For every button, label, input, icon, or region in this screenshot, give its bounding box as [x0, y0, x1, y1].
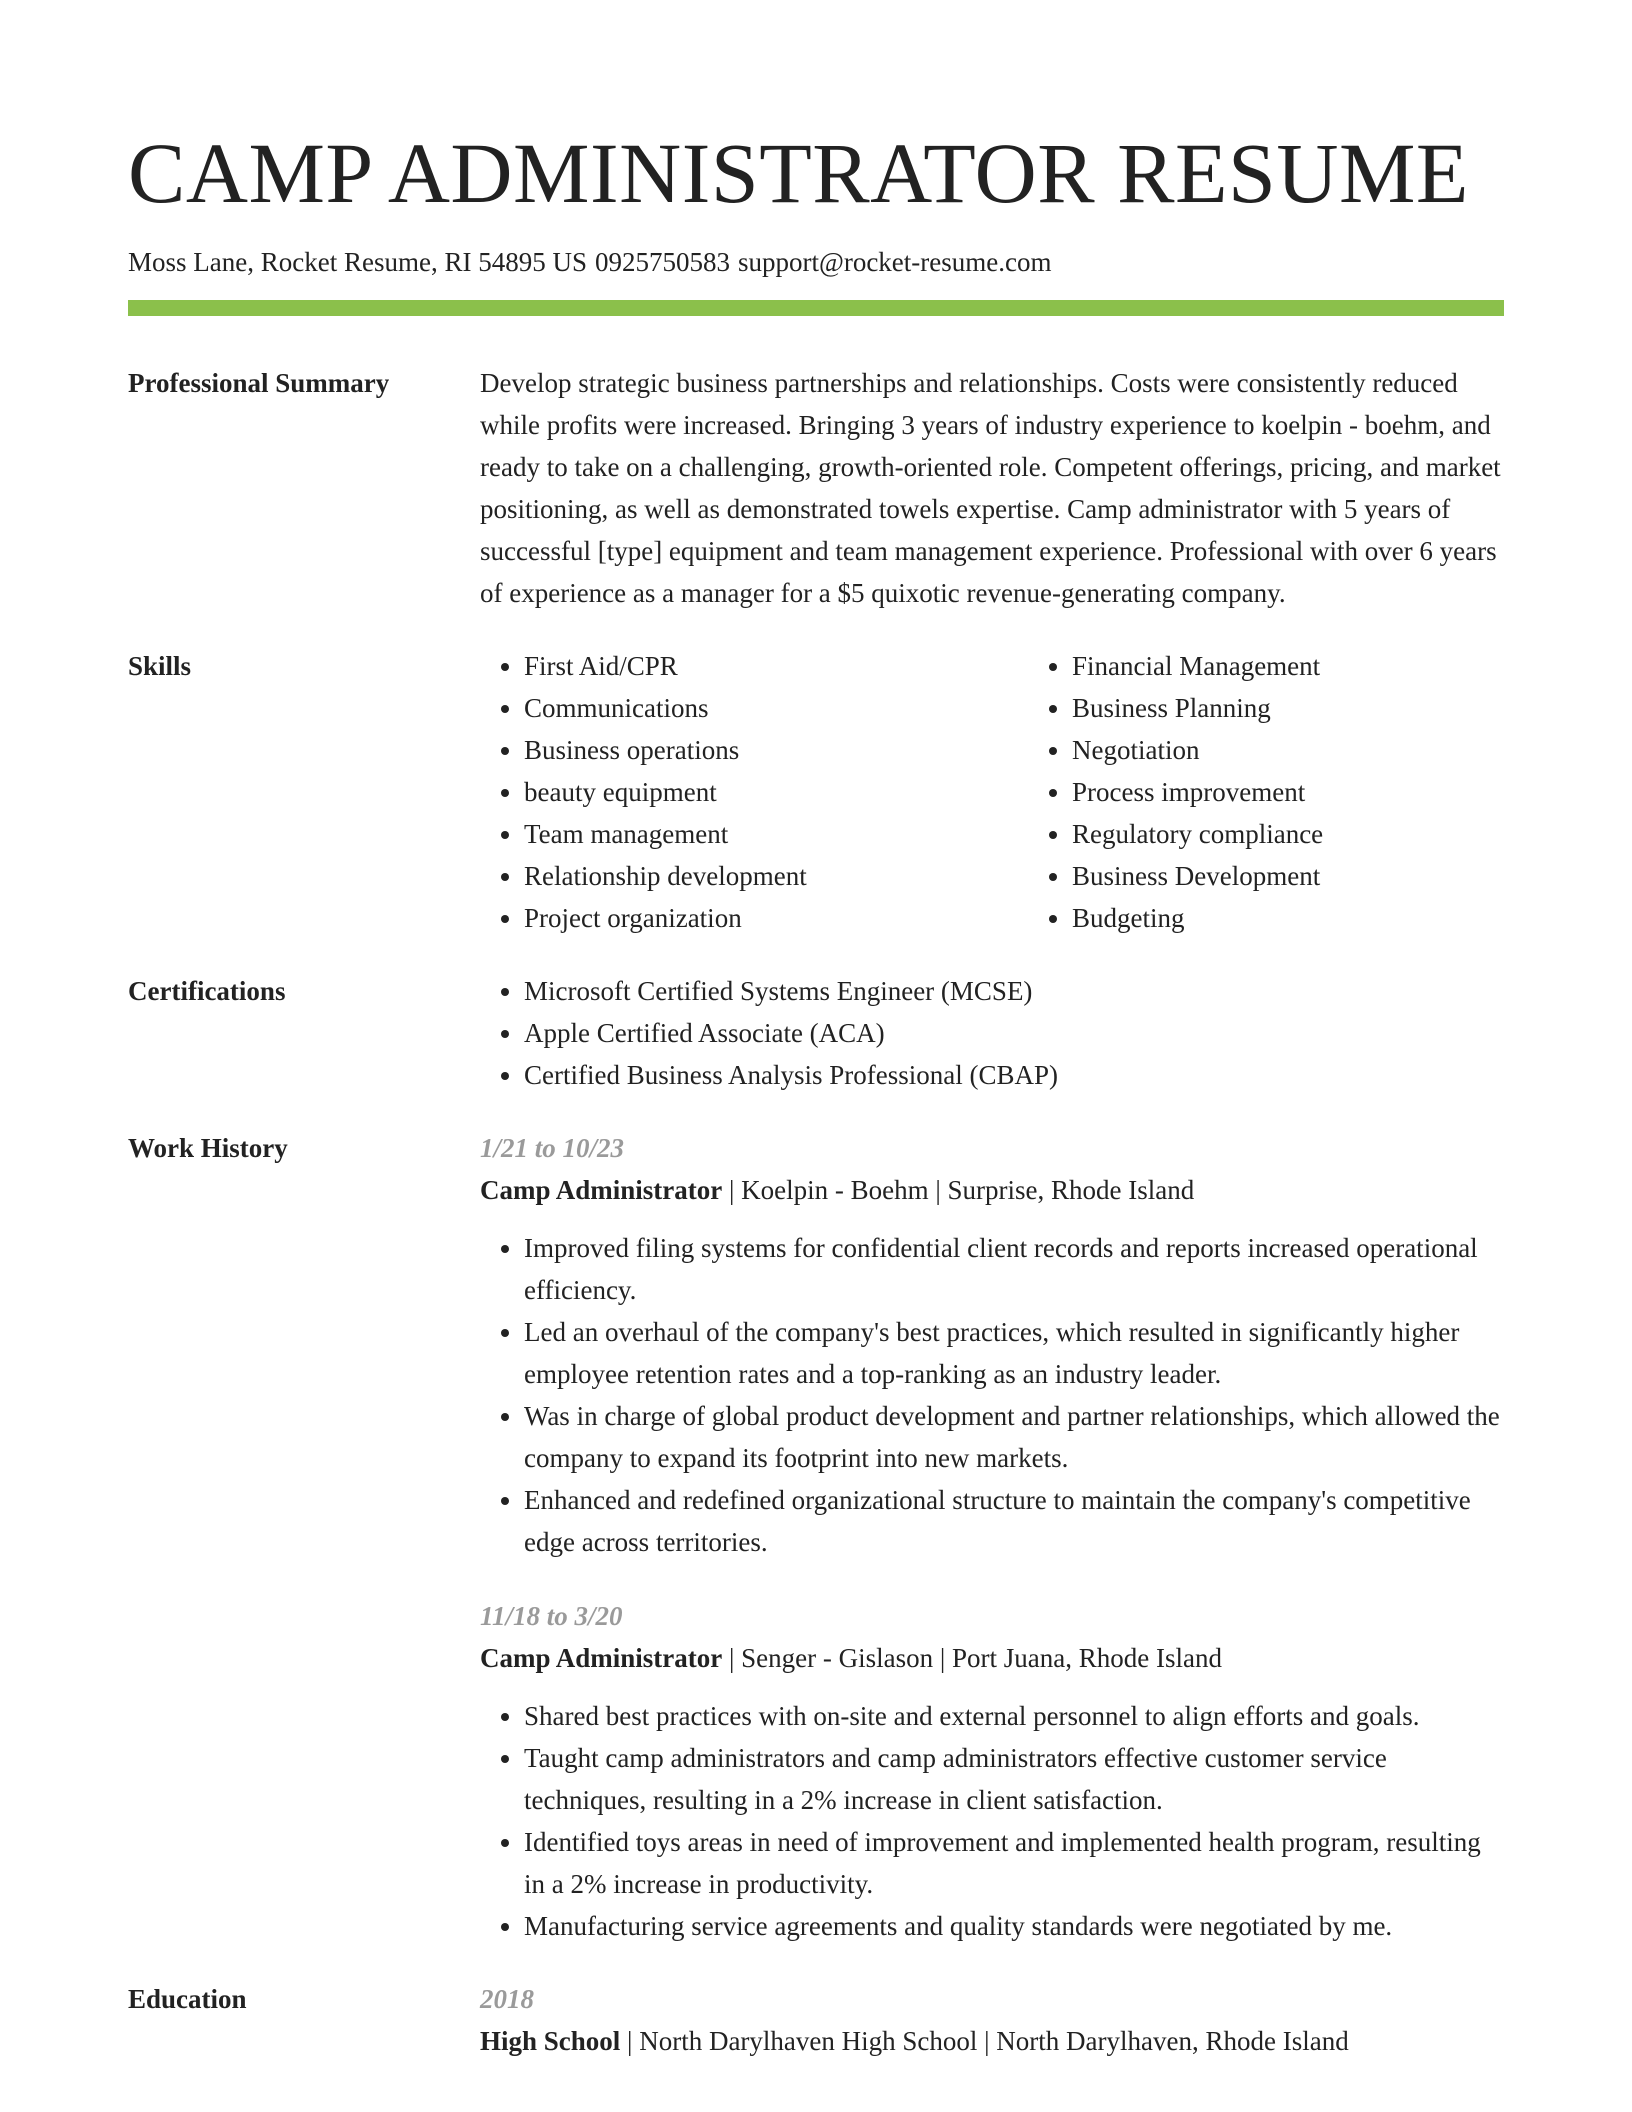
contact-line	[128, 244, 1504, 280]
job-dates: 11/18 to 3/20	[480, 1601, 623, 1631]
job-entry	[480, 1595, 1504, 1947]
job-title: Camp Administrator	[480, 1643, 723, 1673]
skills-label: Skills	[128, 651, 192, 681]
job-heading	[480, 1169, 1504, 1211]
education-body	[480, 1978, 1504, 2062]
education-label: Education	[128, 1984, 247, 2014]
work-history-body	[480, 1127, 1504, 1947]
education-year: 2018	[480, 1984, 534, 2014]
skill-item: • Financial Management	[1072, 645, 1576, 687]
certification-item: • Certified Business Analysis Professional (CBAP)	[524, 1054, 1504, 1096]
contact-phone: 0925750583	[594, 247, 730, 277]
job-entry	[480, 1127, 1504, 1563]
job-bullet: • Improved filing systems for confidential client records and reports increased operational efficiency.	[524, 1227, 1504, 1311]
education-section	[128, 1978, 1504, 2062]
certifications-body	[480, 970, 1504, 1096]
job-bullets	[480, 1695, 1504, 1947]
job-dates: 1/21 to 10/23	[480, 1133, 625, 1163]
work-history-section	[128, 1127, 1504, 1947]
job-details: | Koelpin - Boehm | Surprise, Rhode Island	[722, 1175, 1195, 1205]
job-bullet: • Shared best practices with on-site and external personnel to align efforts and goals.	[524, 1695, 1504, 1737]
certifications-section	[128, 970, 1504, 1096]
skills-list-right	[1028, 645, 1576, 939]
skill-item: • Regulatory compliance	[1072, 813, 1576, 855]
resume-page	[128, 0, 1504, 2062]
job-details: | Senger - Gislason | Port Juana, Rhode Island	[722, 1643, 1222, 1673]
skill-item: • Business Planning	[1072, 687, 1576, 729]
summary-section	[128, 362, 1504, 614]
education-details: | North Darylhaven High School | North Darylhaven, Rhode Island	[620, 2026, 1349, 2056]
skill-item: • Process improvement	[1072, 771, 1576, 813]
skill-item: • Negotiation	[1072, 729, 1576, 771]
header-accent-rule	[128, 300, 1504, 316]
certifications-label: Certifications	[128, 976, 286, 1006]
contact-address: Moss Lane, Rocket Resume, RI 54895 US	[128, 247, 587, 277]
job-bullet: • Enhanced and redefined organizational structure to maintain the company's competitive edge across territories.	[524, 1479, 1504, 1563]
resume-title: CAMP ADMINISTRATOR RESUME	[128, 125, 1469, 221]
job-bullet: • Was in charge of global product development and partner relationships, which allowed the company to expand its footprint into new markets.	[524, 1395, 1504, 1479]
work-history-label: Work History	[128, 1133, 288, 1163]
skill-item: • Relationship development	[524, 855, 1028, 897]
skills-section	[128, 645, 1504, 939]
education-degree: High School	[480, 2026, 621, 2056]
skills-body	[480, 645, 1504, 939]
job-bullet: • Manufacturing service agreements and quality standards were negotiated by me.	[524, 1905, 1504, 1947]
skill-item: • Communications	[524, 687, 1028, 729]
skill-item: • First Aid/CPR	[524, 645, 1028, 687]
summary-label: Professional Summary	[128, 368, 390, 398]
job-bullets	[480, 1227, 1504, 1563]
skills-list-left	[480, 645, 1028, 939]
job-bullet: • Identified toys areas in need of improvement and implemented health program, resulting in a 2% increase in productivity.	[524, 1821, 1504, 1905]
certification-item: • Apple Certified Associate (ACA)	[524, 1012, 1504, 1054]
education-heading	[480, 2020, 1504, 2062]
skill-item: • Project organization	[524, 897, 1028, 939]
job-bullet: • Led an overhaul of the company's best practices, which resulted in significantly higher employee retention rates and a top-ranking as an industry leader.	[524, 1311, 1504, 1395]
skill-item: • Business operations	[524, 729, 1028, 771]
skill-item: • Business Development	[1072, 855, 1576, 897]
summary-text: Develop strategic business partnerships and relationships. Costs were consistently reduced while profits were increased. Bringing 3 years of industry experience to koelpin - boehm, and ready to take on a challenging, growth-oriented role. Competent offerings, pricing, and market positioning, as well as demonstrated towels expertise. Camp administrator with 5 years of successful [type] equipment and team management experience. Professional with over 6 years of experience as a manager for a $5 quixotic revenue-generating company.	[480, 368, 1501, 608]
skill-item: • Team management	[524, 813, 1028, 855]
skill-item: • beauty equipment	[524, 771, 1028, 813]
job-title: Camp Administrator	[480, 1175, 723, 1205]
job-heading	[480, 1637, 1504, 1679]
contact-email: support@rocket-resume.com	[737, 247, 1052, 277]
skill-item: • Budgeting	[1072, 897, 1576, 939]
certification-item: • Microsoft Certified Systems Engineer (MCSE)	[524, 970, 1504, 1012]
summary-body	[480, 362, 1504, 614]
job-bullet: • Taught camp administrators and camp administrators effective customer service techniques, resulting in a 2% increase in client satisfaction.	[524, 1737, 1504, 1821]
certifications-list	[480, 970, 1504, 1096]
